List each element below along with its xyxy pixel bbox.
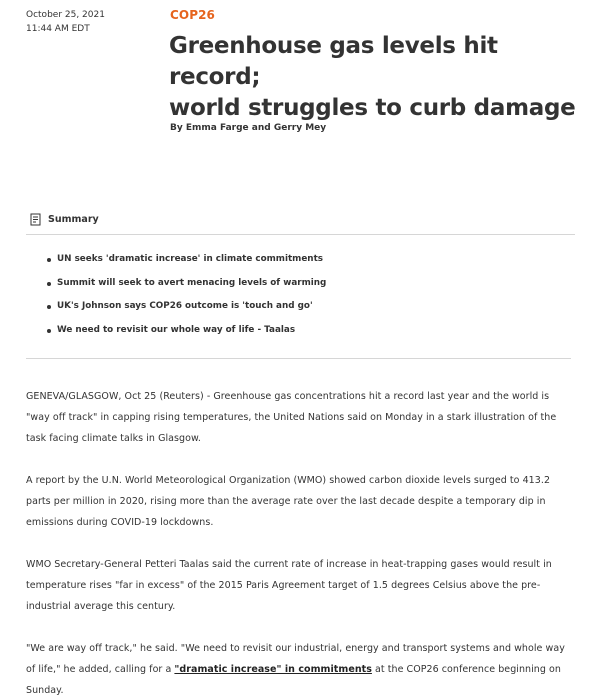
commitments-link[interactable]: "dramatic increase" in commitments <box>174 664 372 675</box>
bullet-icon <box>47 329 51 333</box>
summary-item: We need to revisit our whole way of life - Taalas <box>47 325 326 349</box>
topic-link[interactable]: COP26 <box>170 8 216 22</box>
summary-item: UK's Johnson says COP26 outcome is 'touch and go' <box>47 301 326 325</box>
body-paragraph-4: "We are way off track," he said. "We need to revisit our industrial, energy and transport systems and whole way of life," he added, calling for a "dramatic increase" in commitments at the COP26 conference beginning on Sunday. <box>26 643 565 696</box>
headline-line-1: Greenhouse gas levels hit record; <box>169 33 498 90</box>
article-dateline <box>26 8 105 36</box>
summary-item: Summit will seek to avert menacing levels of warming <box>47 278 326 302</box>
article-byline[interactable]: By Emma Farge and Gerry Mey <box>170 123 327 133</box>
summary-top-divider <box>26 234 575 235</box>
bullet-icon <box>47 258 51 262</box>
article-headline <box>169 31 589 124</box>
bullet-icon <box>47 305 51 309</box>
summary-list <box>47 254 326 348</box>
summary-doc-icon <box>30 213 42 226</box>
article-date: October 25, 2021 <box>26 10 105 20</box>
summary-title: Summary <box>48 214 99 225</box>
summary-header <box>30 213 99 226</box>
summary-bottom-divider <box>26 358 571 359</box>
body-paragraph-2: A report by the U.N. World Meteorological Organization (WMO) showed carbon dioxide levels surged to 413.2 parts per million in 2020, rising more than the average rate over the last decade despite a temporary dip in emissions during COVID-19 lockdowns. <box>26 475 551 528</box>
bullet-icon <box>47 282 51 286</box>
body-paragraph-1: GENEVA/GLASGOW, Oct 25 (Reuters) - Greenhouse gas concentrations hit a record last year and the world is "way off track" in capping rising temperatures, the United Nations said on Monday in a stark illustration of the task facing climate talks in Glasgow. <box>26 391 557 444</box>
article-body <box>26 386 571 696</box>
headline-line-2: world struggles to curb damage <box>169 95 576 121</box>
summary-item: UN seeks 'dramatic increase' in climate commitments <box>47 254 326 278</box>
article-time: 11:44 AM EDT <box>26 24 90 34</box>
body-paragraph-3: WMO Secretary-General Petteri Taalas said the current rate of increase in heat-trapping gases would result in temperature rises "far in excess" of the 2015 Paris Agreement target of 1.5 degrees Celsius above the pre-industrial average this century. <box>26 559 552 612</box>
